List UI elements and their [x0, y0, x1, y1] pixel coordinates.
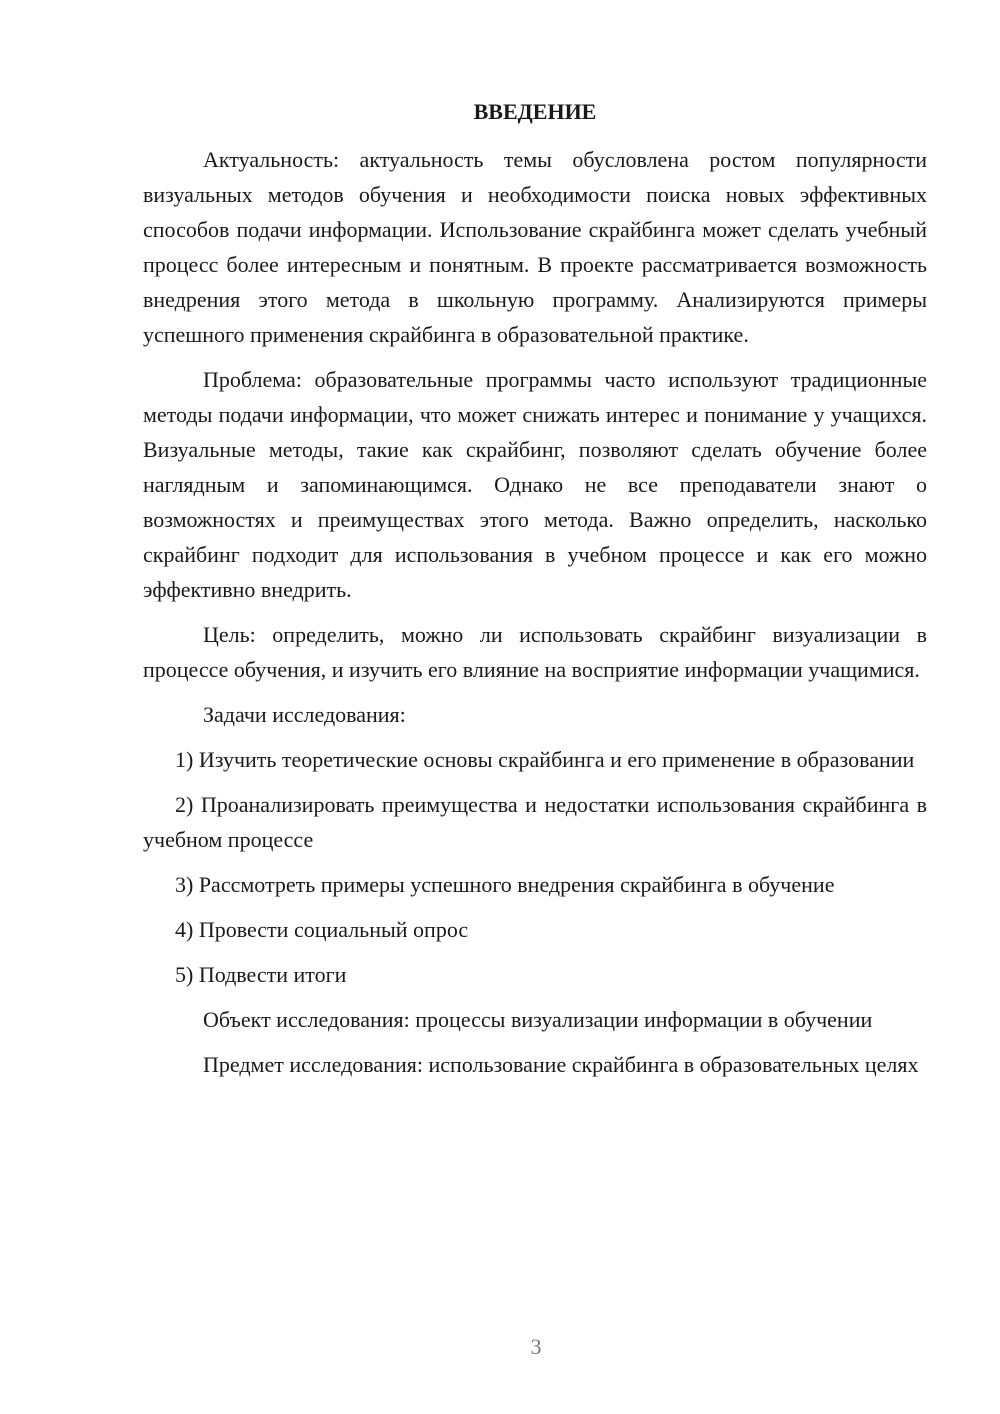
document-body: [143, 94, 927, 1092]
page-title: ВВЕДЕНИЕ: [473, 99, 597, 124]
paragraph-problem: Проблема: образовательные программы часто используют традиционные методы подачи информации, что может снижать интерес и понимание у учащихся. Визуальные методы, такие как скрайбинг, позволяют сделать обучение более наглядным и запоминающимся. Однако не все преподаватели знают о возможностях и преимуществах этого метода. Важно определить, насколько скрайбинг подходит для использования в учебном процессе и как его можно эффективно внедрить.: [143, 367, 927, 602]
tasks-heading: Задачи исследования:: [203, 702, 406, 727]
task-item-4: 4) Провести социальный опрос: [175, 917, 469, 942]
paragraph-goal: Цель: определить, можно ли использовать скрайбинг визуализации в процессе обучения, и изучить его влияние на восприятие информации учащимися.: [143, 622, 927, 682]
task-item-2: 2) Проанализировать преимущества и недостатки использования скрайбинга в учебном процессе: [143, 792, 927, 852]
paragraph-object: Объект исследования: процессы визуализации информации в обучении: [203, 1007, 873, 1032]
task-item-5: 5) Подвести итоги: [175, 962, 347, 987]
paragraph-relevance: Актуальность: актуальность темы обусловлена ростом популярности визуальных методов обучения и необходимости поиска новых эффективных способов подачи информации. Использование скрайбинга может сделать учебный процесс более интересным и понятным. В проекте рассматривается возможность внедрения этого метода в школьную программу. Анализируются примеры успешного применения скрайбинга в образовательной практике.: [143, 147, 927, 347]
page-number: 3: [530, 1334, 542, 1359]
task-item-3: 3) Рассмотреть примеры успешного внедрения скрайбинга в обучение: [175, 872, 835, 897]
paragraph-subject: Предмет исследования: использование скрайбинга в образовательных целях: [203, 1052, 919, 1077]
task-item-1: 1) Изучить теоретические основы скрайбинга и его применение в образовании: [175, 747, 915, 772]
